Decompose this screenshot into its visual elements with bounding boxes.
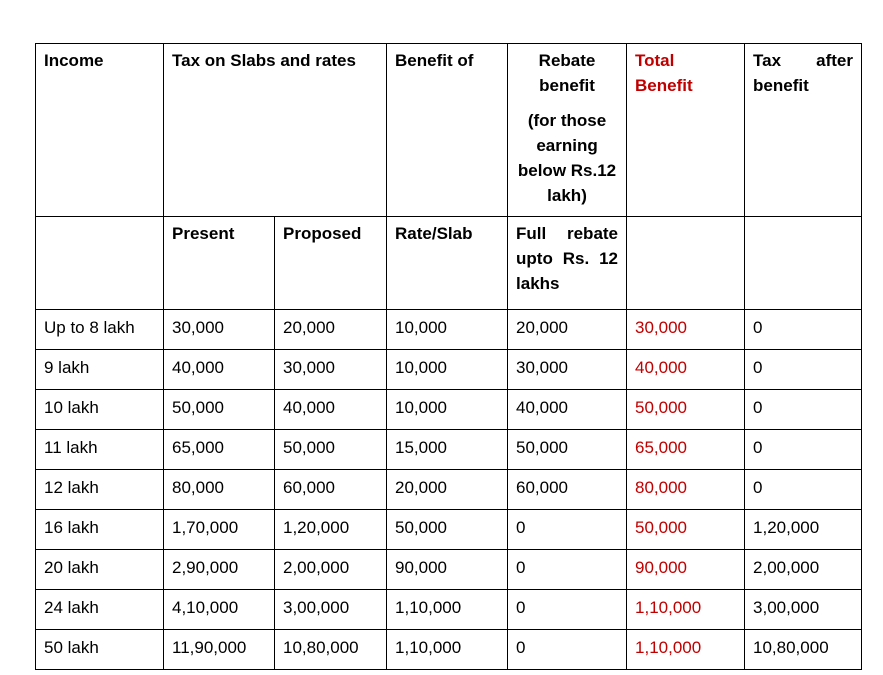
cell-present: 50,000 [164,390,275,430]
cell-proposed: 20,000 [275,310,387,350]
cell-proposed: 40,000 [275,390,387,430]
cell-rebate: 20,000 [508,310,627,350]
cell-income: 24 lakh [36,590,164,630]
cell-proposed: 50,000 [275,430,387,470]
cell-tax-after: 10,80,000 [745,630,862,670]
header-income-label: Income [44,51,104,70]
header-rebate-note: (for those earning below Rs.12 lakh) [517,111,617,205]
header-total-benefit [627,44,745,217]
header-benefit-of-label: Benefit of [395,51,474,70]
cell-present: 4,10,000 [164,590,275,630]
table-row [36,550,862,590]
table-row [36,590,862,630]
table-row [36,310,862,350]
cell-income: 16 lakh [36,510,164,550]
header-proposed [275,217,387,310]
cell-present: 30,000 [164,310,275,350]
header-row-2 [36,217,862,310]
cell-present: 1,70,000 [164,510,275,550]
cell-total-benefit: 1,10,000 [627,630,745,670]
cell-present: 65,000 [164,430,275,470]
cell-total-benefit: 65,000 [627,430,745,470]
cell-present: 2,90,000 [164,550,275,590]
table-row [36,390,862,430]
header-proposed-label: Proposed [283,224,362,243]
cell-present: 80,000 [164,470,275,510]
cell-rebate: 0 [508,590,627,630]
cell-tax-after: 0 [745,390,862,430]
cell-total-benefit: 30,000 [627,310,745,350]
cell-rebate: 60,000 [508,470,627,510]
cell-total-benefit: 1,10,000 [627,590,745,630]
header-tax-after-word2: after [816,51,854,70]
header-present-label: Present [172,224,235,243]
cell-present: 40,000 [164,350,275,390]
header-total-benefit-label: Total Benefit [635,51,693,95]
header-rate-slab-label: Rate/Slab [395,224,473,243]
cell-tax-after: 3,00,000 [745,590,862,630]
table-row [36,630,862,670]
cell-rebate: 40,000 [508,390,627,430]
header2-empty-tax-after [745,217,862,310]
table-row [36,430,862,470]
cell-income: 50 lakh [36,630,164,670]
cell-total-benefit: 80,000 [627,470,745,510]
cell-tax-after: 0 [745,430,862,470]
header2-empty-income [36,217,164,310]
tax-comparison-table [35,43,862,670]
cell-income: 20 lakh [36,550,164,590]
cell-rebate: 0 [508,510,627,550]
cell-income: Up to 8 lakh [36,310,164,350]
cell-rate-slab: 20,000 [387,470,508,510]
table-row [36,510,862,550]
cell-total-benefit: 90,000 [627,550,745,590]
header-present [164,217,275,310]
cell-rebate: 50,000 [508,430,627,470]
header-tax-after-line [753,48,853,73]
cell-total-benefit: 40,000 [627,350,745,390]
header2-empty-total [627,217,745,310]
header-rebate-benefit [508,44,627,217]
cell-income: 11 lakh [36,430,164,470]
cell-total-benefit: 50,000 [627,390,745,430]
header-benefit-of [387,44,508,217]
cell-rebate: 0 [508,550,627,590]
cell-rate-slab: 1,10,000 [387,590,508,630]
header-tax-after-word1: Tax [753,51,782,70]
cell-proposed: 2,00,000 [275,550,387,590]
cell-rate-slab: 50,000 [387,510,508,550]
cell-rate-slab: 15,000 [387,430,508,470]
cell-proposed: 10,80,000 [275,630,387,670]
table-row [36,350,862,390]
cell-proposed: 3,00,000 [275,590,387,630]
header-tax-on-slabs-label: Tax on Slabs and rates [172,51,356,70]
cell-tax-after: 0 [745,470,862,510]
cell-total-benefit: 50,000 [627,510,745,550]
cell-income: 10 lakh [36,390,164,430]
header-rebate-benefit-label: Rebate benefit [538,51,596,95]
cell-proposed: 30,000 [275,350,387,390]
header-full-rebate-label: Full rebate upto Rs. 12 lakhs [516,224,619,293]
table-row [36,470,862,510]
cell-income: 9 lakh [36,350,164,390]
cell-rebate: 30,000 [508,350,627,390]
cell-tax-after: 0 [745,350,862,390]
header-income [36,44,164,217]
header-rate-slab [387,217,508,310]
cell-present: 11,90,000 [164,630,275,670]
cell-rate-slab: 10,000 [387,390,508,430]
cell-rate-slab: 1,10,000 [387,630,508,670]
cell-tax-after: 1,20,000 [745,510,862,550]
cell-rebate: 0 [508,630,627,670]
cell-rate-slab: 10,000 [387,310,508,350]
cell-income: 12 lakh [36,470,164,510]
cell-proposed: 1,20,000 [275,510,387,550]
cell-rate-slab: 10,000 [387,350,508,390]
header-tax-on-slabs [164,44,387,217]
cell-tax-after: 0 [745,310,862,350]
header-row-1 [36,44,862,217]
header-full-rebate [508,217,627,310]
cell-proposed: 60,000 [275,470,387,510]
cell-rate-slab: 90,000 [387,550,508,590]
cell-tax-after: 2,00,000 [745,550,862,590]
header-tax-after-word3: benefit [753,76,809,95]
header-tax-after-benefit [745,44,862,217]
